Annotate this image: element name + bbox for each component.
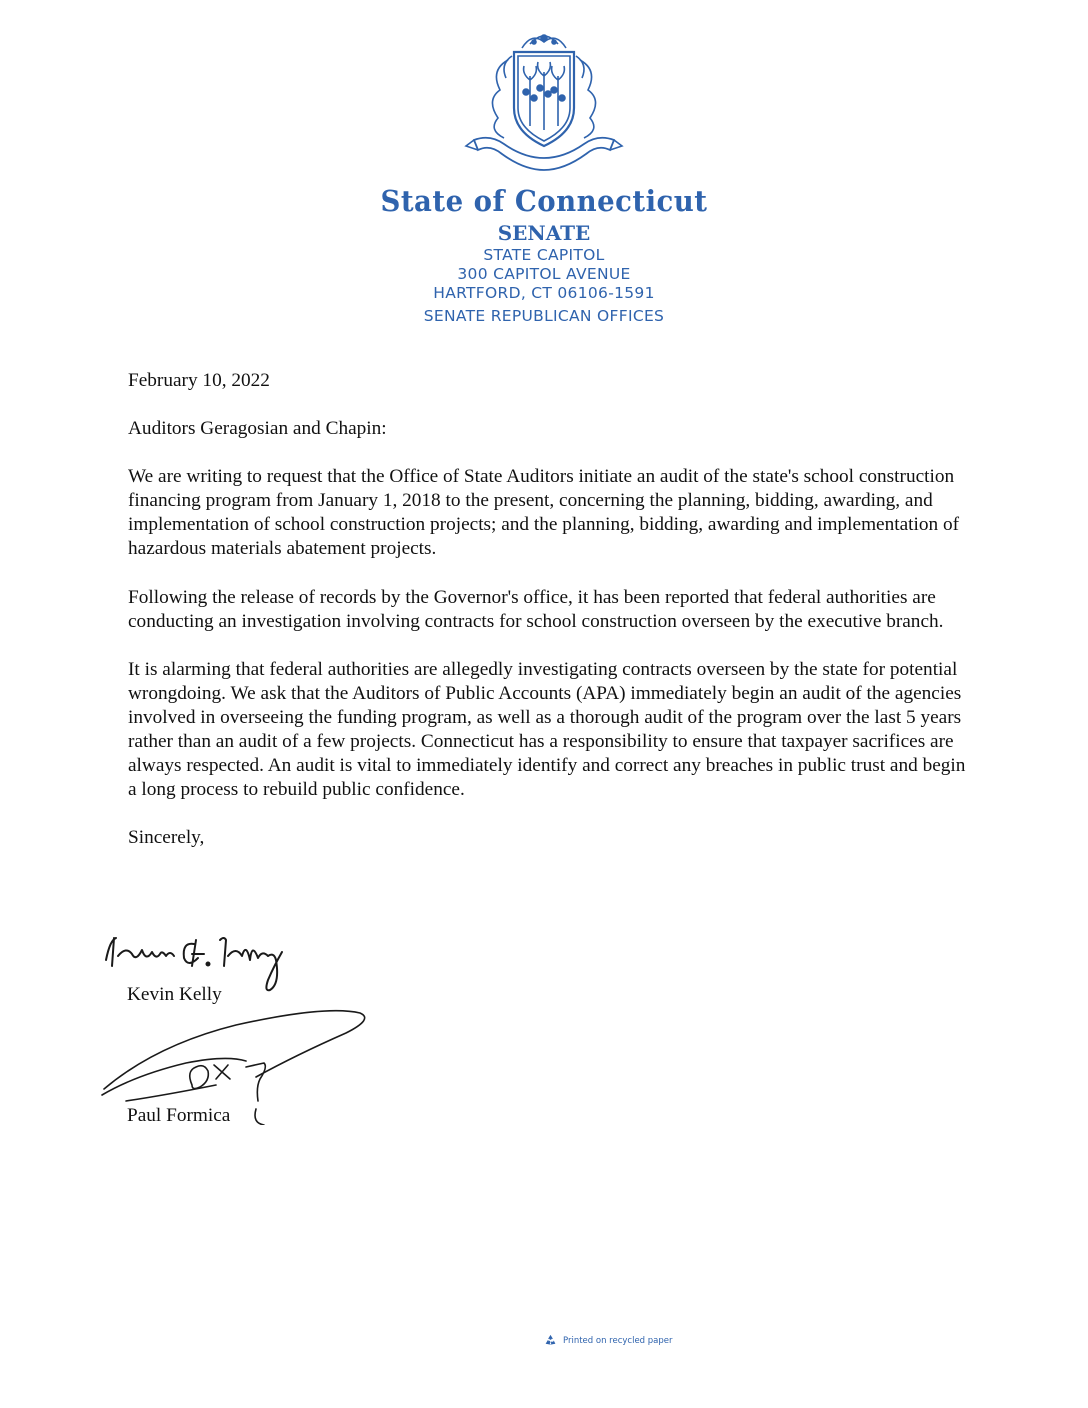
footer (544, 1334, 673, 1347)
signer-name-1: Kevin Kelly (127, 984, 222, 1005)
address-line-1: STATE CAPITOL (483, 246, 605, 264)
letter-date: February 10, 2022 (128, 370, 270, 391)
closing: Sincerely, (128, 827, 205, 849)
paragraph-3: It is alarming that federal authorities are allegedly investigating contracts overseen by the state for potential wrongdoing. We ask that the Auditors of Public Accounts (APA) immediately begin an audit of the agencies involved in overseeing the funding program, as well as a thorough audit of the program over the last 5 years rather than an audit of a few projects. Connecticut has a responsibility to ensure that taxpayer sacrifices are always respected. An audit is vital to immediately identify and correct any breaches in public trust and begin a long process to rebuild public confidence. (128, 658, 966, 801)
paragraph-2: Following the release of records by the Governor's office, it has been reported that federal authorities are conducting an investigation involving contracts for school construction overseen by the executive branch. (128, 586, 944, 632)
signature-block-kelly (96, 920, 436, 1010)
recycle-icon (544, 1334, 557, 1347)
signature-block-formica (96, 1005, 436, 1135)
address-line-3: HARTFORD, CT 06106-1591 (433, 284, 655, 302)
address-line-2: 300 CAPITOL AVENUE (457, 265, 631, 283)
state-name: State of Connecticut (380, 184, 708, 218)
letterhead (0, 30, 1088, 326)
footer-text: Printed on recycled paper (563, 1335, 673, 1346)
paragraph-1: We are writing to request that the Office of State Auditors initiate an audit of the state's school construction financing program from January 1, 2018 to the present, concerning the planning, bidding, awarding, and implementation of school construction projects; and the planning, bidding, awarding and implementation of hazardous materials abatement projects. (128, 466, 960, 560)
connecticut-seal-icon (460, 30, 628, 180)
signer-name-2: Paul Formica (127, 1105, 231, 1126)
salutation: Auditors Geragosian and Chapin: (128, 418, 387, 440)
chamber-title: SENATE (497, 221, 591, 245)
letter-body (128, 369, 968, 850)
offices-line: SENATE REPUBLICAN OFFICES (423, 307, 665, 325)
